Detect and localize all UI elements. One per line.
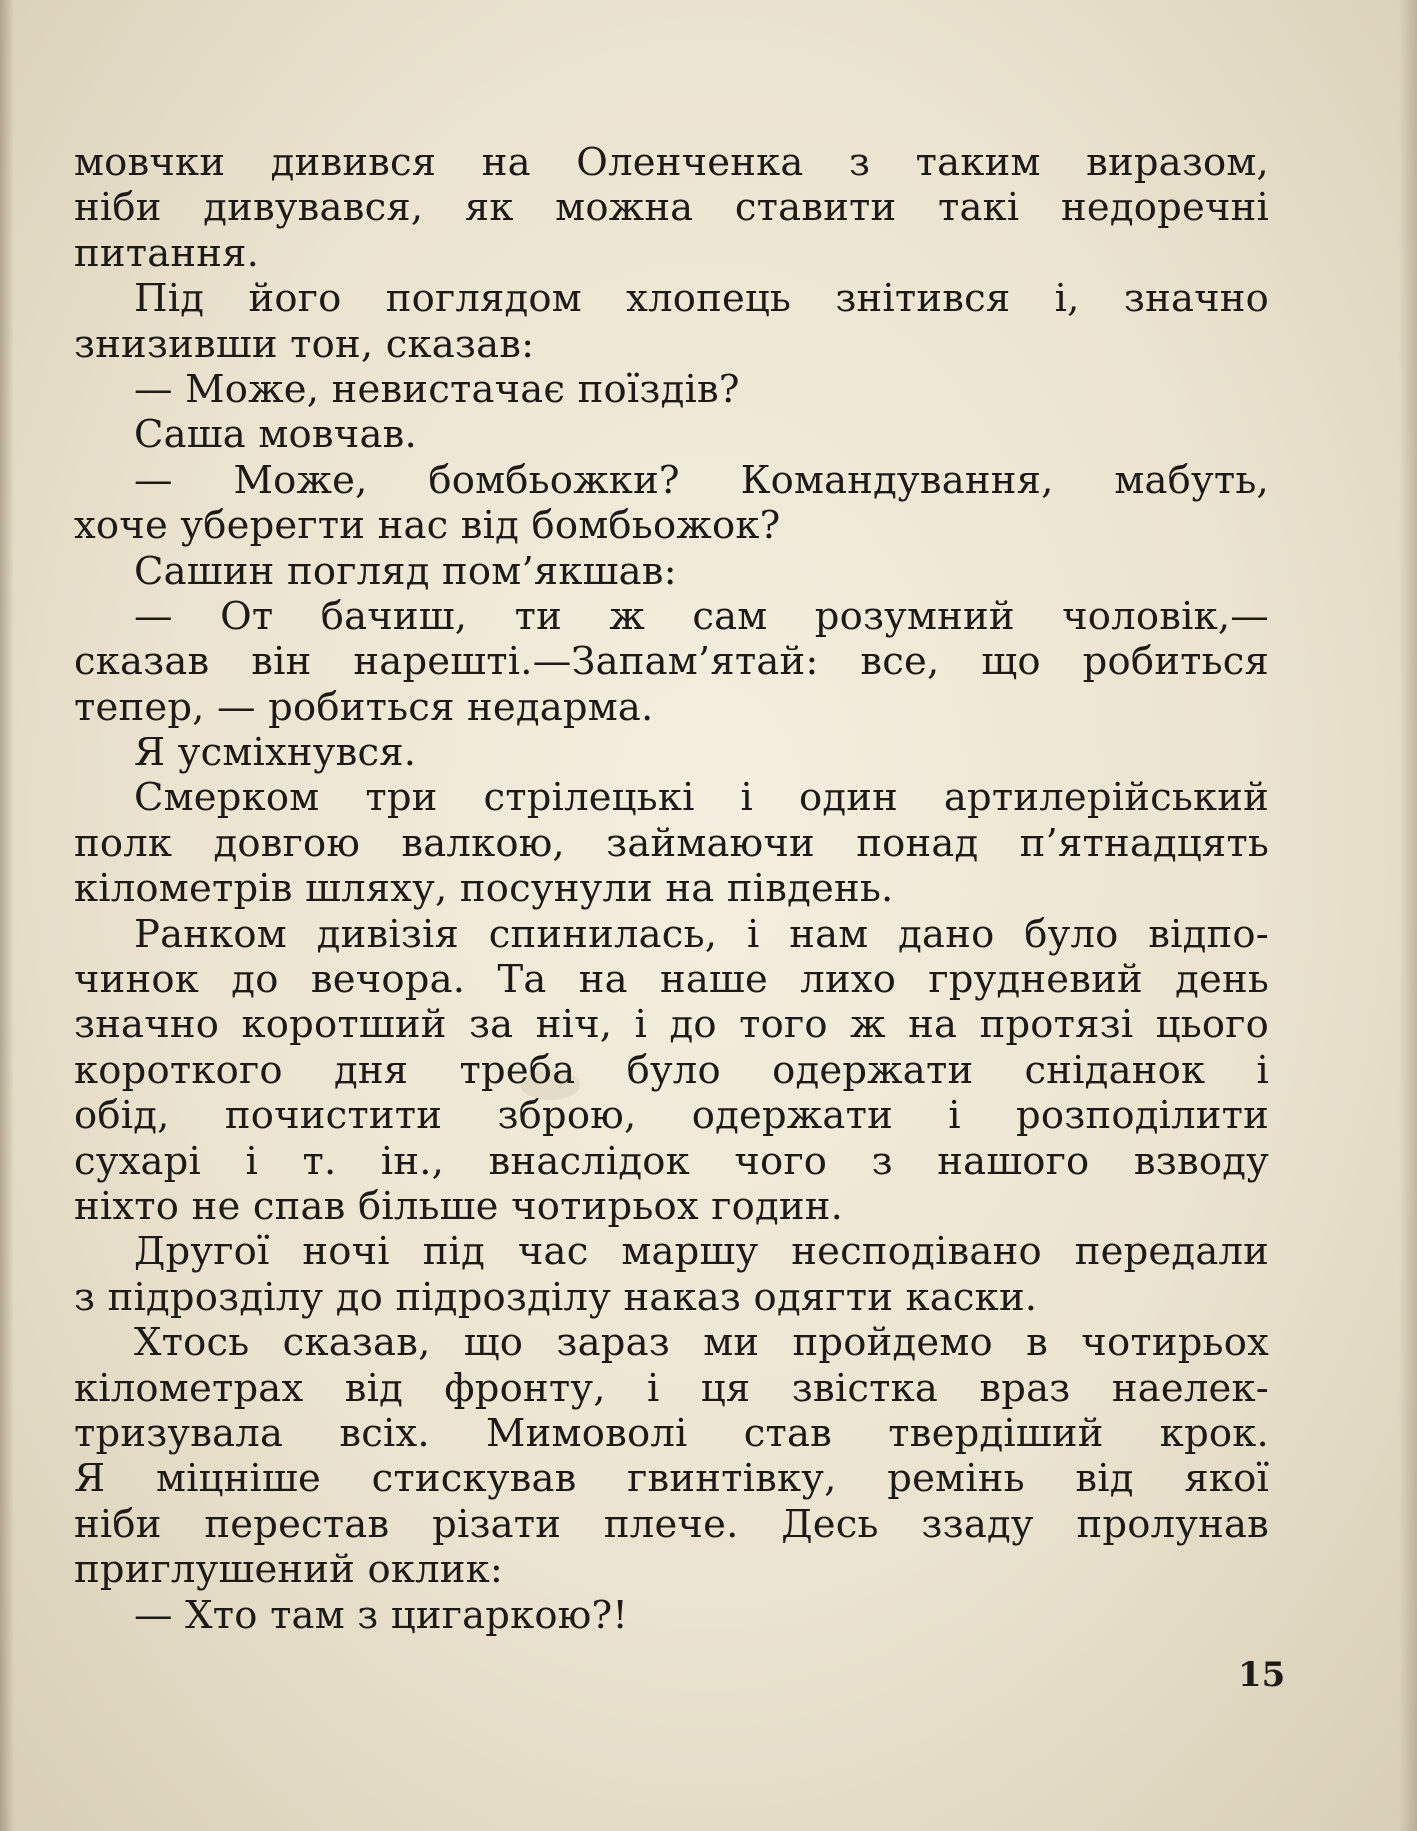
text-line: Ранком дивізія спинилась, і нам дано було відпо-	[134, 911, 1269, 957]
text-line: ніхто не спав більше чотирьох годин.	[74, 1183, 844, 1229]
text-line: кілометрів шляху, посунули на південь.	[74, 866, 894, 912]
text-line: хоче уберегти нас від бомбьожок?	[74, 503, 781, 549]
text-line: короткого дня треба було одержати сніданок і	[74, 1047, 1269, 1093]
page-text	[74, 140, 1269, 1638]
text-line: Другої ночі під час маршу несподівано передали	[134, 1229, 1269, 1275]
text-line: сказав він нарешті.—Запам’ятай: все, що робиться	[74, 639, 1269, 685]
text-line: Під його поглядом хлопець знітився і, значно	[134, 276, 1269, 322]
text-line: — От бачиш, ти ж сам розумний чоловік,—	[134, 593, 1269, 639]
text-line: тризувала всіх. Мимоволі став твердіший крок.	[74, 1410, 1269, 1456]
text-line: полк довгою валкою, займаючи понад п’ятнадцять	[74, 820, 1269, 866]
text-line: знизивши тон, сказав:	[74, 321, 535, 367]
text-line: ніби перестав різати плече. Десь ззаду пролунав	[74, 1501, 1269, 1547]
text-line: мовчки дивився на Оленченка з таким виразом,	[74, 140, 1269, 185]
text-line: — Може, бомбьожки? Командування, мабуть,	[134, 457, 1269, 503]
text-line: питання.	[74, 230, 260, 276]
text-line: чинок до вечора. Та на наше лихо грудневий день	[74, 957, 1269, 1003]
text-line: з підрозділу до підрозділу наказ одягти каски.	[74, 1274, 1038, 1320]
text-line: — Може, невистачає поїздів?	[134, 366, 740, 412]
text-line: обід, почистити зброю, одержати і розподілити	[74, 1093, 1269, 1139]
text-line: тепер, — робиться недарма.	[74, 684, 654, 730]
text-line: Смерком три стрілецькі і один артилерійський	[134, 775, 1269, 821]
text-line: Я усміхнувся.	[134, 730, 417, 776]
text-line: кілометрах від фронту, і ця звістка враз наелек-	[74, 1365, 1269, 1411]
text-line: значно коротший за ніч, і до того ж на протязі цього	[74, 1002, 1269, 1048]
page-number: 15	[1238, 1655, 1286, 1695]
text-line: приглушений оклик:	[74, 1547, 504, 1593]
text-line: Я міцніше стискував гвинтівку, ремінь від якої	[74, 1456, 1269, 1502]
text-line: сухарі і т. ін., внаслідок чого з нашого взводу	[74, 1138, 1269, 1184]
text-line: Сашин погляд пом’якшав:	[134, 548, 677, 594]
text-line: ніби дивувався, як можна ставити такі недоречні	[74, 185, 1269, 231]
text-line: Саша мовчав.	[134, 412, 417, 458]
text-line: — Хто там з цигаркою?!	[134, 1592, 628, 1638]
text-line: Хтось сказав, що зараз ми пройдемо в чотирьох	[134, 1320, 1269, 1366]
